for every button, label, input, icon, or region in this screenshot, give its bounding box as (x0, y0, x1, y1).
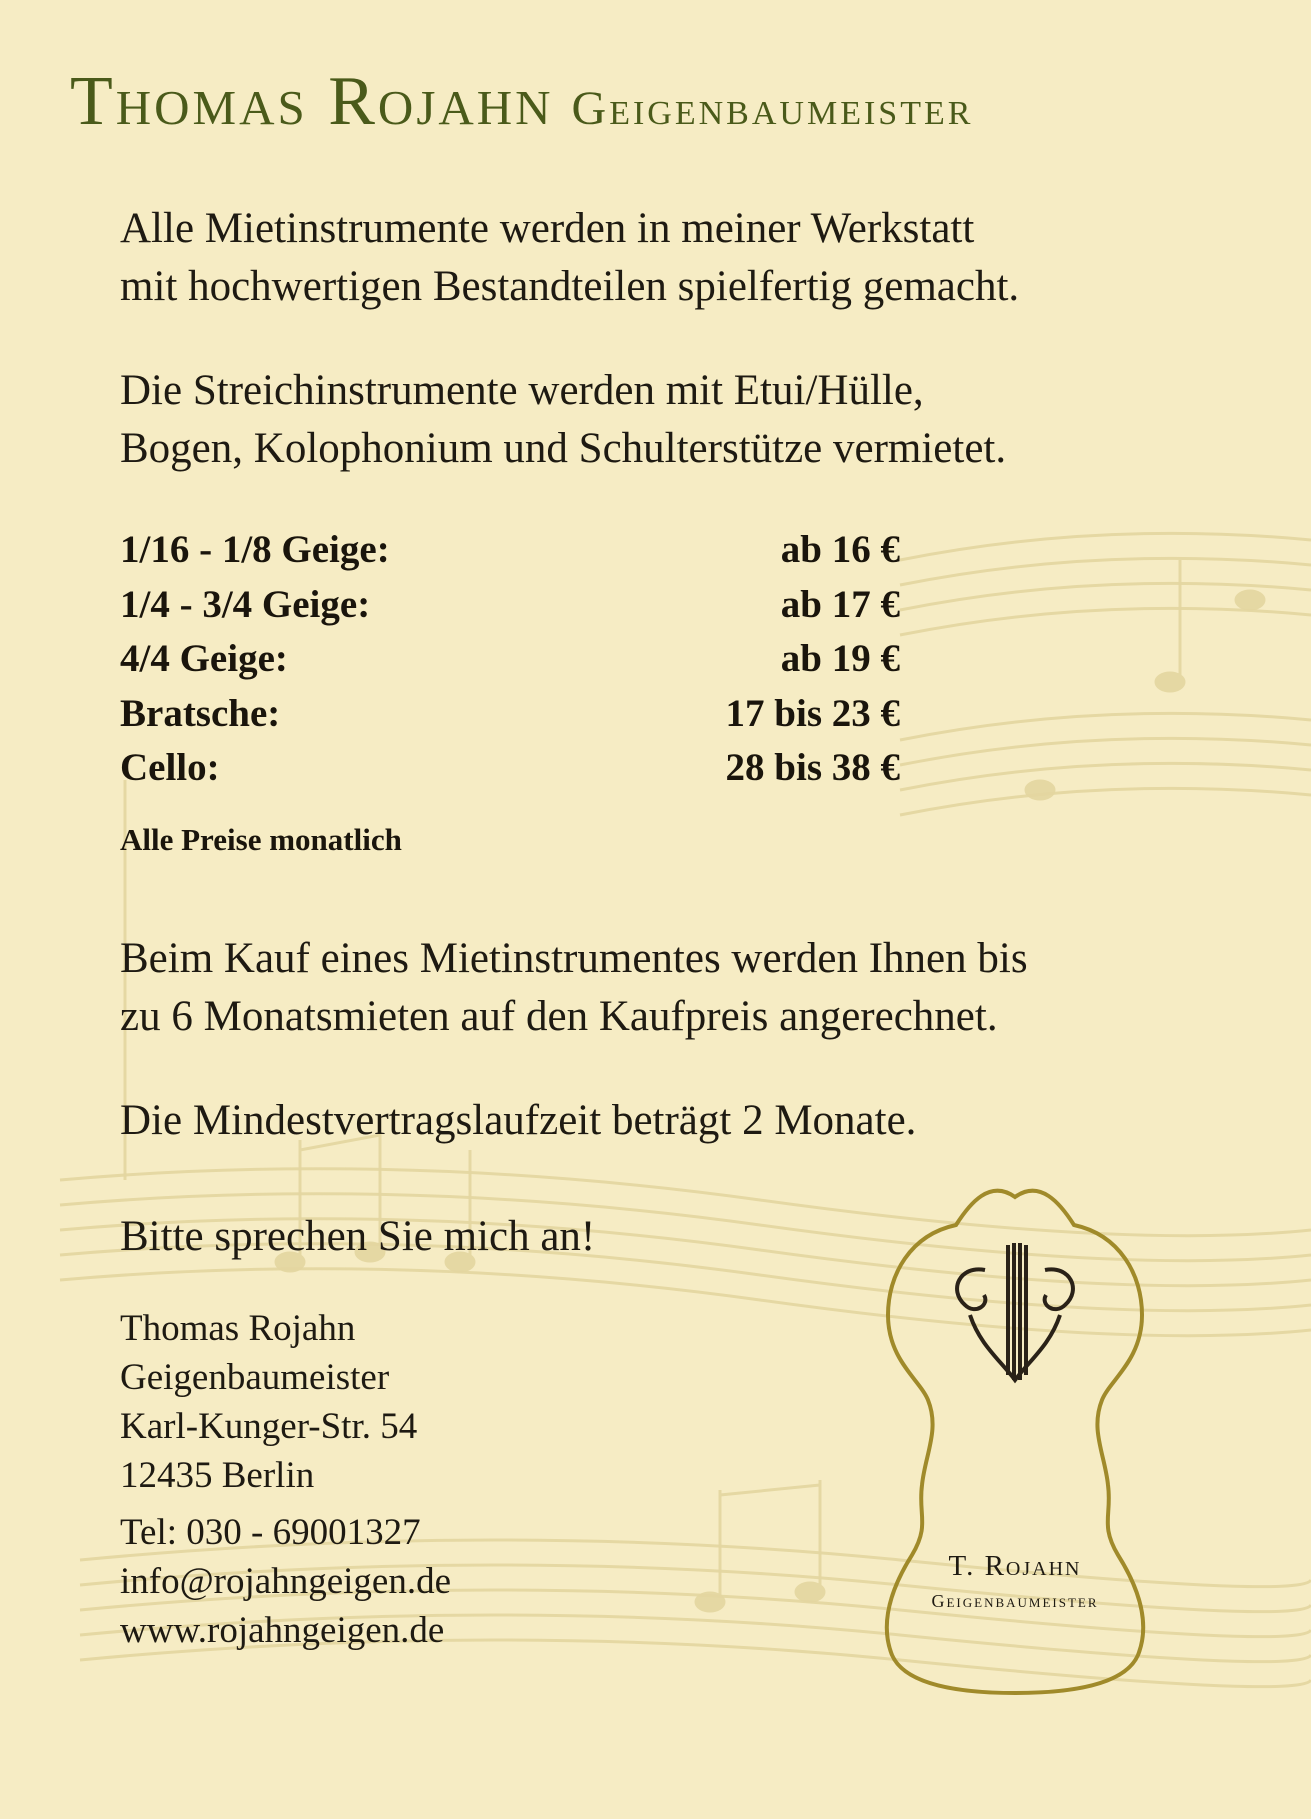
intro-line: Alle Mietinstrumente werden in meiner Werkstatt (120, 205, 975, 252)
intro-line: Die Streichinstrumente werden mit Etui/Hülle, (120, 367, 924, 414)
price-note: Alle Preise monatlich (120, 822, 402, 857)
header-name: Thomas Rojahn (70, 63, 554, 140)
price-row (120, 741, 900, 796)
purchase-line: zu 6 Monatsmieten auf den Kaufpreis angerechnet. (120, 993, 998, 1040)
violin-logo (870, 1185, 1160, 1695)
price-instrument: Bratsche: (120, 691, 281, 735)
price-row (120, 523, 900, 578)
logo-subtitle: Geigenbaumeister (931, 1591, 1099, 1611)
price-value: 28 bis 38 € (725, 746, 900, 789)
price-value: ab 19 € (780, 637, 900, 680)
price-value: 17 bis 23 € (725, 691, 900, 735)
address-line: Thomas Rojahn (120, 1308, 356, 1349)
price-instrument: Cello: (120, 746, 220, 789)
price-row (120, 578, 900, 633)
logo-name: T. Rojahn (948, 1550, 1082, 1582)
price-instrument: 1/4 - 3/4 Geige: (120, 582, 371, 626)
intro-paragraph-1 (120, 200, 1019, 316)
address-line: 12435 Berlin (120, 1455, 315, 1496)
address-block (120, 1304, 417, 1500)
intro-line: mit hochwertigen Bestandteilen spielfertig gemacht. (120, 263, 1020, 310)
heart-scroll-emblem (957, 1243, 1073, 1380)
price-instrument: 1/16 - 1/8 Geige: (120, 528, 390, 571)
call-to-action: Bitte sprechen Sie mich an! (120, 1213, 596, 1260)
page-header (70, 62, 1270, 142)
address-line: Geigenbaumeister (120, 1357, 390, 1398)
header-subtitle: Geigenbaumeister (571, 82, 974, 135)
min-term-text: Die Mindestvertragslaufzeit beträgt 2 Monate. (120, 1097, 917, 1144)
price-list (120, 523, 900, 796)
purchase-paragraph (120, 930, 1028, 1046)
intro-paragraph-2 (120, 362, 1006, 478)
address-line: Karl-Kunger-Str. 54 (120, 1406, 418, 1447)
price-instrument: 4/4 Geige: (120, 637, 288, 680)
purchase-line: Beim Kauf eines Mietinstrumentes werden Ihnen bis (120, 935, 1028, 982)
website-link[interactable]: www.rojahngeigen.de (120, 1610, 445, 1651)
phone-number[interactable]: Tel: 030 - 69001327 (120, 1512, 421, 1553)
price-value: ab 17 € (780, 582, 900, 626)
contact-block (120, 1508, 451, 1655)
intro-line: Bogen, Kolophonium und Schulterstütze vermietet. (120, 425, 1007, 472)
price-row (120, 632, 900, 687)
price-value: ab 16 € (780, 528, 900, 571)
price-row (120, 687, 900, 742)
email-link[interactable]: info@rojahngeigen.de (120, 1561, 451, 1602)
